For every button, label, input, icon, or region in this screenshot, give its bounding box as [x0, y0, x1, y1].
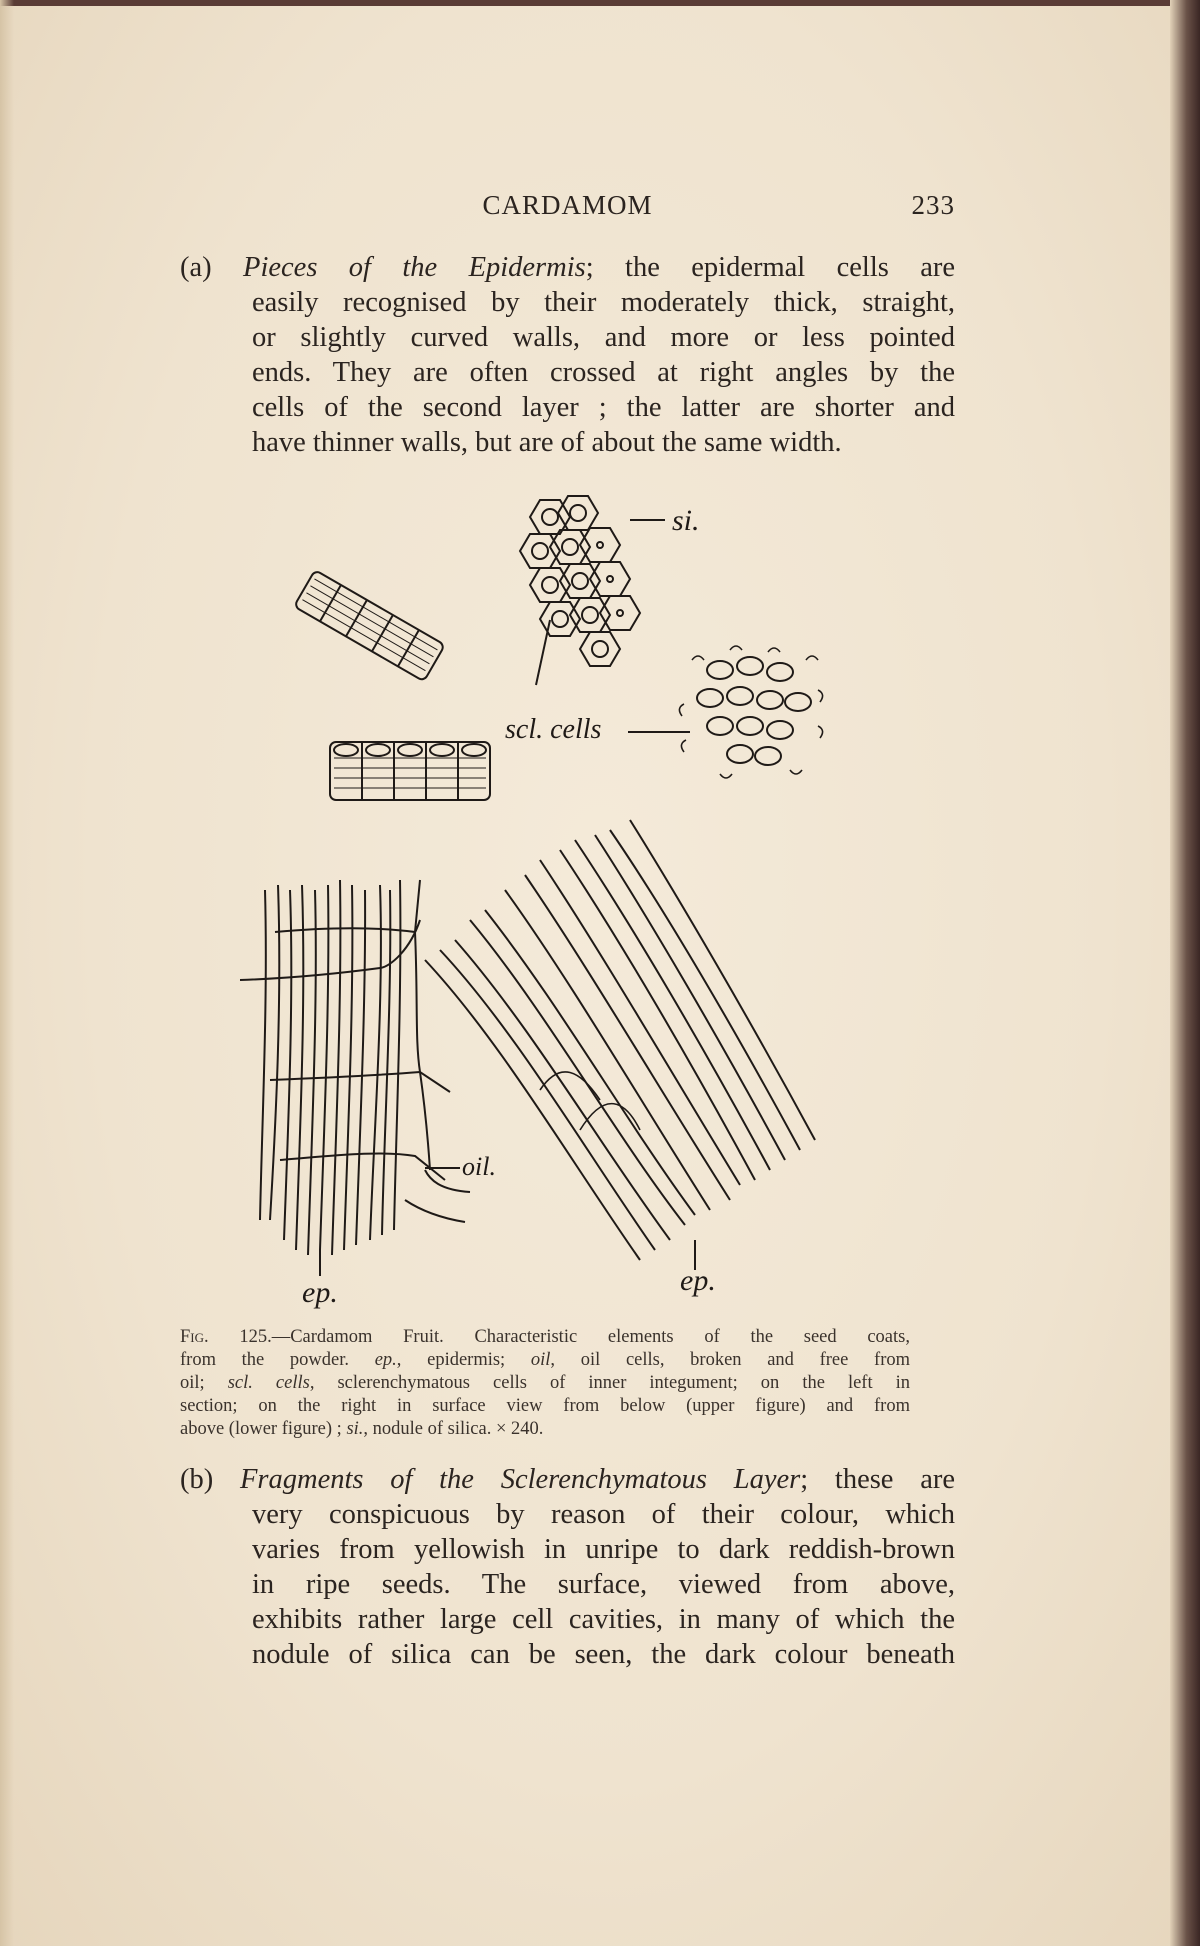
section-b-line — [180, 1462, 955, 1497]
section-b-paragraph — [180, 1462, 955, 1672]
section-b-line-text: ; these are — [800, 1464, 955, 1495]
figure-caption — [180, 1326, 910, 1441]
caption-abbrev: si. — [346, 1419, 364, 1439]
book-binding-edge — [1170, 0, 1200, 1946]
label-oil: oil. — [462, 1152, 496, 1181]
sclerenchyma-cluster — [520, 496, 640, 666]
caption-line: section; on the right in surface view from below (upper figure) and from — [180, 1396, 910, 1416]
caption-text: , oil cells, broken and free from — [550, 1350, 910, 1370]
section-a-line: ends. They are often crossed at right angles by the — [252, 357, 955, 388]
figure-drawing — [240, 480, 860, 1320]
epidermis-section-right — [425, 820, 815, 1260]
section-a-line: easily recognised by their moderately thick, straight, — [252, 287, 955, 318]
page-top-edge — [0, 0, 1200, 6]
section-b-line: exhibits rather large cell cavities, in many of which the — [252, 1604, 955, 1635]
section-b-line: very conspicuous by reason of their colour, which — [252, 1499, 955, 1530]
scl-cells-pointer-line — [536, 620, 550, 685]
caption-line-text: —Cardamom Fruit. Characteristic elements of the seed coats, — [271, 1327, 910, 1347]
label-ep-left: ep. — [302, 1276, 338, 1309]
caption-abbrev: oil — [530, 1350, 551, 1370]
epidermis-strip-lower — [330, 742, 490, 800]
page-number: 233 — [911, 190, 955, 220]
label-ep-right: ep. — [680, 1264, 716, 1297]
figure-125-illustration — [240, 480, 860, 1320]
caption-text: from the powder. — [180, 1350, 375, 1370]
section-a-heading: Pieces of the Epidermis — [243, 252, 586, 283]
epidermis-section-left — [240, 880, 470, 1255]
section-a-line: have thinner walls, but are of about the same width. — [252, 427, 842, 458]
section-b-line: nodule of silica can be seen, the dark colour beneath — [252, 1639, 955, 1670]
page-header — [180, 190, 955, 230]
caption-line — [180, 1372, 910, 1395]
label-silica: si. — [672, 504, 700, 537]
section-a-line: cells of the second layer ; the latter are shorter and — [252, 392, 955, 423]
section-b-line: varies from yellowish in unripe to dark reddish-brown — [252, 1534, 955, 1565]
caption-text: above (lower figure) ; — [180, 1419, 347, 1439]
section-b-marker: (b) — [180, 1464, 214, 1495]
caption-text: , sclerenchymatous cells of inner integument; on the left in — [309, 1373, 911, 1393]
section-a-line-text: ; the epidermal cells are — [585, 252, 956, 283]
caption-abbrev: scl. cells — [227, 1373, 310, 1393]
section-a-marker: (a) — [180, 252, 212, 283]
epidermis-strip-upper — [294, 570, 445, 681]
caption-line — [180, 1418, 910, 1441]
caption-line — [180, 1349, 910, 1372]
label-scl-cells: scl. cells — [505, 714, 602, 745]
caption-abbrev: ep. — [374, 1350, 397, 1370]
section-b-line: in ripe seeds. The surface, viewed from above, — [252, 1569, 955, 1600]
caption-fig-label: Fig. 125. — [180, 1327, 272, 1347]
page-left-shadow — [0, 0, 14, 1946]
section-b-heading: Fragments of the Sclerenchymatous Layer — [239, 1464, 801, 1495]
section-a-paragraph — [180, 250, 955, 460]
sclerenchyma-surface — [679, 646, 822, 778]
section-a-line — [180, 250, 955, 285]
caption-line — [180, 1326, 910, 1349]
caption-text: oil; — [180, 1373, 228, 1393]
running-title: CARDAMOM — [482, 190, 653, 220]
caption-text: , epidermis; — [396, 1350, 531, 1370]
section-a-line: or slightly curved walls, and more or less pointed — [252, 322, 955, 353]
caption-text: , nodule of silica. × 240. — [363, 1419, 544, 1439]
